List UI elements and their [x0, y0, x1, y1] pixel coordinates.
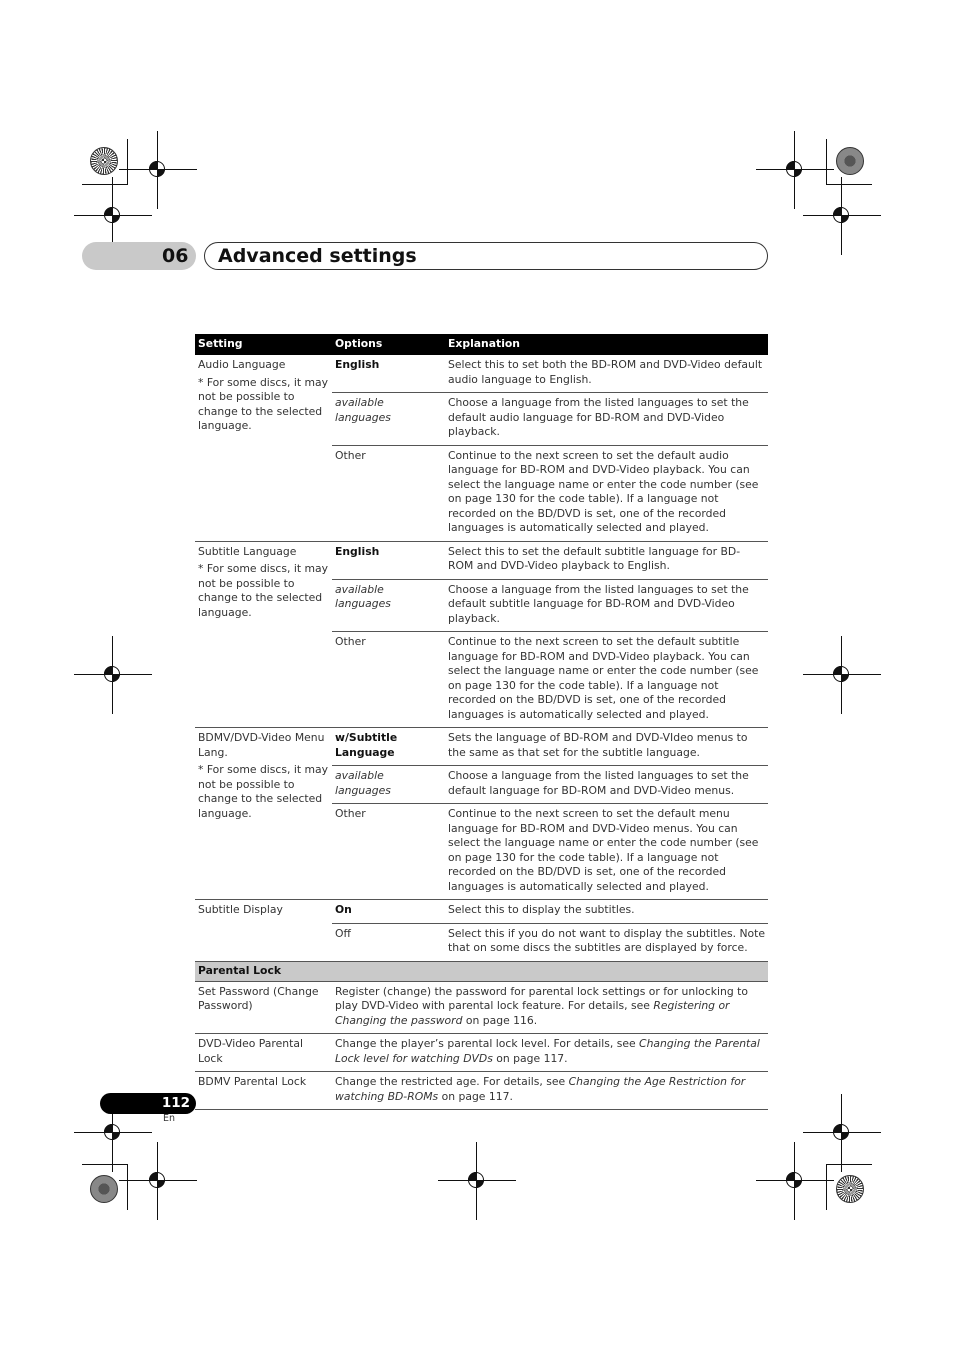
starburst-icon	[90, 147, 118, 175]
setting-cell: Set Password (Change Password)	[195, 981, 332, 1034]
explanation-cell: Select this to set the default subtitle language for BD-ROM and DVD-Video playback to English.	[445, 541, 768, 579]
crop-line	[826, 1164, 872, 1165]
option-cell: English	[332, 355, 445, 393]
option-cell: Other	[332, 632, 445, 728]
option-cell: Other	[332, 804, 445, 900]
section-row-parental-lock	[195, 961, 768, 981]
table-row	[195, 1034, 768, 1072]
setting-cell	[195, 900, 332, 962]
setting-cell: DVD-Video Parental Lock	[195, 1034, 332, 1072]
setting-cell: BDMV Parental Lock	[195, 1072, 332, 1110]
setting-name: Audio Language	[198, 358, 286, 371]
explanation-cell: Choose a language from the listed languages to set the default audio language for BD-ROM and DVD-Video playback.	[445, 393, 768, 446]
registration-mark-icon	[74, 636, 152, 714]
setting-cell	[195, 728, 332, 900]
explanation-cell	[332, 981, 768, 1034]
setting-note: * For some discs, it may not be possible to change to the selected language.	[198, 763, 329, 820]
explanation-cell: Select this to set both the BD-ROM and DVD-Video default audio language to English.	[445, 355, 768, 393]
table-header-row	[195, 334, 768, 355]
cross-reference: Registering or Changing the password	[335, 999, 730, 1027]
column-header-explanation: Explanation	[445, 334, 768, 355]
starburst-icon	[836, 147, 864, 175]
option-cell: Other	[332, 445, 445, 541]
registration-mark-icon	[756, 1142, 834, 1220]
setting-note: * For some discs, it may not be possible to change to the selected language.	[198, 375, 329, 432]
cross-reference: Changing the Parental Lock level for watching DVDs	[335, 1037, 760, 1065]
table-row	[195, 355, 768, 393]
registration-mark-icon	[438, 1142, 516, 1220]
page-language: En	[163, 1113, 176, 1124]
setting-note: * For some discs, it may not be possible to change to the selected language.	[198, 562, 329, 619]
crop-line	[826, 184, 872, 185]
explanation-cell: Continue to the next screen to set the default menu language for BD-ROM and DVD-Video menus. You can select the language name or enter the code number (see on page 130 for the code table). If a language not recorded on the BD/DVD is set, one of the recorded languages is automatically selected and played.	[445, 804, 768, 900]
explanation-cell: Continue to the next screen to set the default audio language for BD-ROM and DVD-Video playback. You can select the language name or enter the code number (see on page 130 for the code table). If a language not recorded on the BD/DVD is set, one of the recorded languages is automatically selected and played.	[445, 445, 768, 541]
explanation-cell	[332, 1072, 768, 1110]
crop-line	[82, 184, 128, 185]
section-title: Parental Lock	[195, 961, 768, 981]
option-cell: w/Subtitle Language	[332, 728, 445, 766]
table-row	[195, 981, 768, 1034]
explanation-text: Change the restricted age. For details, see	[335, 1075, 569, 1088]
settings-table	[195, 334, 768, 1110]
column-header-options: Options	[332, 334, 445, 355]
option-cell: On	[332, 900, 445, 924]
page-title: Advanced settings	[218, 245, 417, 267]
table-row	[195, 541, 768, 579]
option-cell: English	[332, 541, 445, 579]
crop-line	[826, 139, 827, 185]
page-reference: on page 117.	[438, 1089, 513, 1103]
chapter-number: 06	[162, 245, 189, 267]
setting-name: Subtitle Display	[198, 903, 283, 916]
table-row	[195, 1072, 768, 1110]
setting-cell	[195, 541, 332, 728]
option-cell: available languages	[332, 766, 445, 804]
column-header-setting: Setting	[195, 334, 332, 355]
starburst-icon	[836, 1175, 864, 1203]
explanation-text: Register (change) the password for parental lock settings or for unlocking to play DVD-Video with parental lock feature. For details, see	[335, 984, 748, 1012]
explanation-text: Change the player’s parental lock level. For details, see	[335, 1037, 640, 1050]
setting-cell	[195, 355, 332, 541]
page-number: 112	[161, 1095, 190, 1111]
registration-mark-icon	[803, 636, 881, 714]
crop-line	[127, 139, 128, 185]
starburst-icon	[90, 1175, 118, 1203]
explanation-cell: Choose a language from the listed languages to set the default language for BD-ROM and DVD-Video menus.	[445, 766, 768, 804]
setting-name: BDMV/DVD-Video Menu Lang.	[198, 731, 325, 759]
crop-line	[82, 1164, 128, 1165]
explanation-cell: Select this to display the subtitles.	[445, 900, 768, 924]
setting-name: Subtitle Language	[198, 544, 297, 558]
explanation-cell: Continue to the next screen to set the default subtitle language for BD-ROM and DVD-Video playback. You can select the language name or enter the code number (see on page 130 for the code table). If a language not recorded on the BD/DVD is set, one of the recorded languages is automatically selected and played.	[445, 632, 768, 728]
option-cell: available languages	[332, 579, 445, 632]
page-reference: on page 116.	[462, 1013, 538, 1027]
table-row	[195, 900, 768, 924]
explanation-cell: Sets the language of BD-ROM and DVD-VIdeo menus to the same as that set for the subtitle language.	[445, 728, 768, 766]
table-row	[195, 728, 768, 766]
registration-mark-icon	[119, 1142, 197, 1220]
option-cell: Off	[332, 923, 445, 961]
crop-line	[127, 1164, 128, 1210]
cross-reference: Changing the Age Restriction for watching BD-ROMs	[335, 1075, 746, 1103]
crop-line	[826, 1164, 827, 1210]
explanation-cell	[332, 1034, 768, 1072]
registration-mark-icon	[803, 177, 881, 255]
explanation-cell: Select this if you do not want to display the subtitles. Note that on some discs the subtitles are displayed by force.	[445, 923, 768, 961]
option-cell: available languages	[332, 393, 445, 446]
page-reference: on page 117.	[492, 1051, 568, 1065]
explanation-cell: Choose a language from the listed languages to set the default subtitle language for BD-ROM and DVD-Video playback.	[445, 579, 768, 632]
